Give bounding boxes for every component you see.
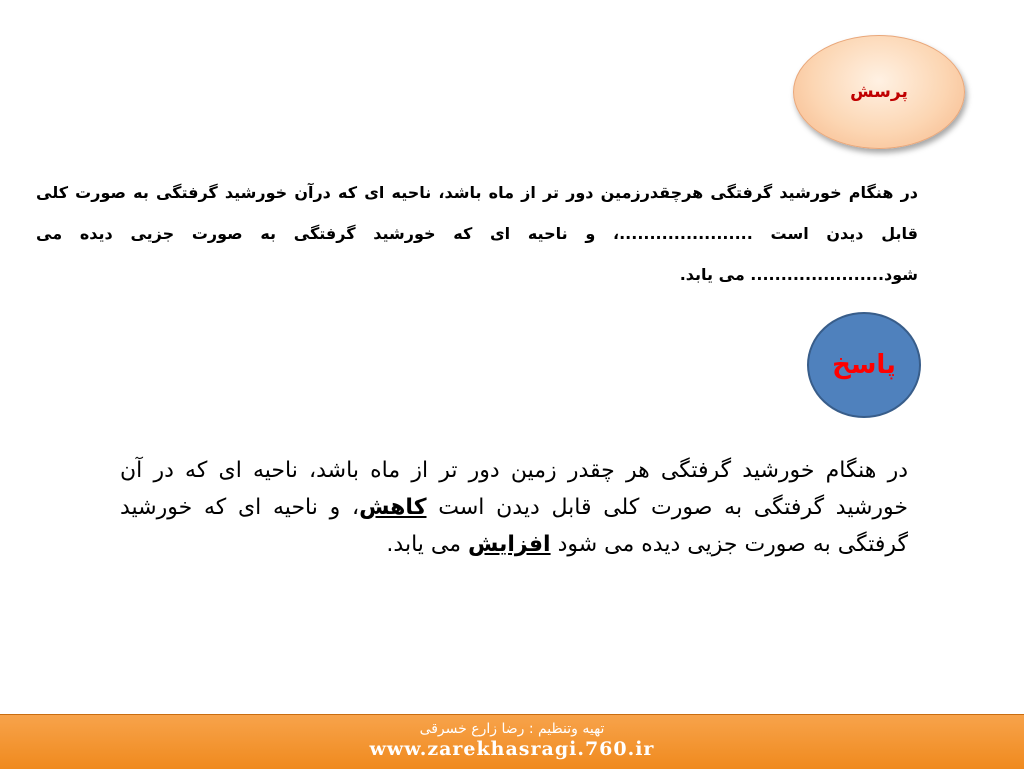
footer-credit: تهیه وتنظیم : رضا زارع خسرقی	[419, 721, 605, 737]
answer-text-part2: ، و ناحیه ای که خورشید گرفتگی به صورت جزیی دیده می شود	[120, 495, 908, 557]
answer-text-part3: می یابد.	[386, 532, 469, 557]
answer-badge	[807, 312, 921, 418]
question-badge-label: پرسش	[850, 82, 908, 102]
answer-text	[120, 452, 908, 563]
question-badge	[793, 35, 965, 149]
footer-website: www.zarekhasragi.760.ir	[369, 738, 655, 760]
answer-highlight-increase: افزایش	[468, 532, 551, 557]
answer-text-part1: در هنگام خورشید گرفتگی هر چقدر زمین دور تر از ماه باشد، ناحیه ای که در آن خورشید گرفتگی به صورت کلی قابل دیدن است	[120, 458, 909, 520]
question-text: در هنگام خورشید گرفتگی هرچقدرزمین دور تر از ماه باشد، ناحیه ای که درآن خورشید گرفتگی به صورت کلی قابل دیدن است ......................، و ناحیه ای که خورشید گرفتگی به صورت جزیی دیده می شود...................... می یابد.	[36, 183, 918, 284]
footer-bar	[0, 714, 1024, 769]
answer-badge-label: پاسخ	[832, 350, 896, 380]
answer-highlight-decrease: کاهش	[359, 495, 427, 520]
